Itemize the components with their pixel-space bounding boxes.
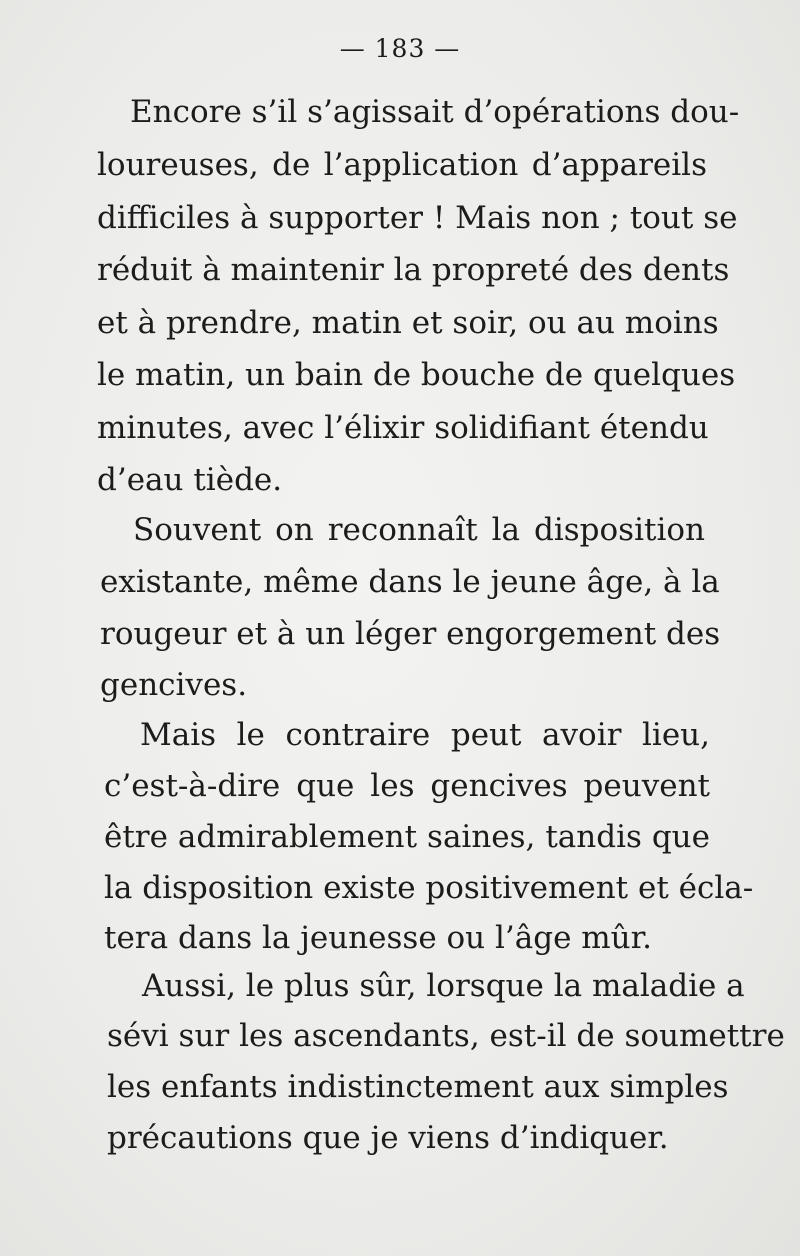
text-line: et à prendre, matin et soir, ou au moins <box>97 305 719 341</box>
text-line: réduit à maintenir la propreté des dents <box>97 252 730 288</box>
text-line: tera dans la jeunesse ou l’âge mûr. <box>104 920 652 956</box>
text-line: précautions que je viens d’indiquer. <box>107 1120 669 1156</box>
text-line: Encore s’il s’agissait d’opérations dou- <box>130 94 740 130</box>
text-line: loureuses, de l’application d’appareils <box>97 147 707 183</box>
text-line: être admirablement saines, tandis que <box>104 819 710 855</box>
text-line: sévi sur les ascendants, est-il de soumettre <box>107 1018 785 1054</box>
text-line: d’eau tiède. <box>97 462 283 498</box>
text-line: Mais le contraire peut avoir lieu, <box>140 717 710 753</box>
text-line: minutes, avec l’élixir solidifiant étendu <box>97 410 709 446</box>
text-line: les enfants indistinctement aux simples <box>107 1069 729 1105</box>
text-line: difficiles à supporter ! Mais non ; tout se <box>97 200 738 236</box>
text-line: c’est-à-dire que les gencives peuvent <box>104 768 710 804</box>
text-line: existante, même dans le jeune âge, à la <box>100 564 720 600</box>
text-line: la disposition existe positivement et écla- <box>104 870 754 906</box>
text-line: gencives. <box>100 667 248 703</box>
text-line: le matin, un bain de bouche de quelques <box>97 357 736 393</box>
page-number: — 183 — <box>339 34 461 63</box>
text-line: Souvent on reconnaît la disposition <box>133 512 705 548</box>
text-line: rougeur et à un léger engorgement des <box>100 616 721 652</box>
text-line: Aussi, le plus sûr, lorsque la maladie a <box>142 968 745 1004</box>
